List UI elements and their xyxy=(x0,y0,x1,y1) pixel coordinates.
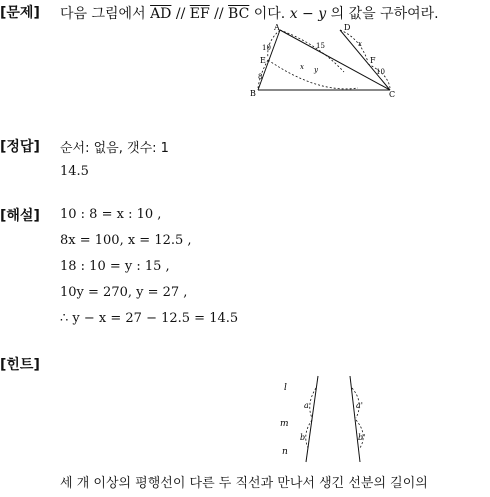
problem-text-suffix: 의 값을 구하여라. xyxy=(326,6,439,22)
answer-value: 14.5 xyxy=(60,164,89,179)
segment-ad: $\overline{AD}$ xyxy=(150,6,172,22)
solution-line-3: 18 : 10 = y : 15 , xyxy=(60,259,170,274)
problem-text-mid: 이다. xyxy=(249,6,286,22)
solution-line-5: ∴ y − x = 27 − 12.5 = 14.5 xyxy=(60,311,239,326)
parallel-sep-1: // xyxy=(171,6,190,22)
point-d: D xyxy=(344,23,351,32)
hint-label-b2: b' xyxy=(358,433,366,442)
hint-label: [힌트] xyxy=(0,357,40,373)
answer-label: [정답] xyxy=(0,139,40,155)
point-e: E xyxy=(260,56,266,65)
side-dc xyxy=(340,30,390,90)
hint-label-b: b xyxy=(300,433,306,442)
solution-line-1: 10 : 8 = x : 10 , xyxy=(60,207,162,222)
label-ae: 10 xyxy=(262,44,271,52)
problem-figure xyxy=(248,22,408,102)
segment-bc: $\overline{BC}$ xyxy=(228,6,250,22)
point-f: F xyxy=(370,56,376,65)
label-dx: x xyxy=(358,40,362,48)
label-y: y xyxy=(314,66,318,74)
parallel-sep-2: // xyxy=(209,6,229,22)
point-b: B xyxy=(250,89,256,98)
brace-15 xyxy=(280,30,344,72)
hint-label-a: a xyxy=(304,401,309,410)
label-x: x xyxy=(300,63,304,71)
problem-expr: x − y xyxy=(289,6,327,22)
point-a: A xyxy=(274,23,280,32)
solution-label: [해설] xyxy=(0,208,40,224)
label-eb: 8 xyxy=(258,73,263,81)
solution-line-4: 10y = 270, y = 27 , xyxy=(60,285,188,300)
hint-label-n: n xyxy=(282,447,288,457)
problem-text-prefix: 다음 그림에서 xyxy=(60,6,146,22)
segment-ef: $\overline{EF}$ xyxy=(189,6,210,22)
hint-label-l: l xyxy=(284,383,287,393)
brace-y xyxy=(268,60,358,89)
solution-line-2: 8x = 100, x = 12.5 , xyxy=(60,233,192,248)
hint-label-a2: a' xyxy=(356,401,363,410)
hint-line-2 xyxy=(350,376,360,462)
hint-line-1 xyxy=(306,376,318,462)
problem-statement xyxy=(60,3,439,23)
label-10: 10 xyxy=(376,68,385,76)
hint-label-m: m xyxy=(280,419,289,429)
answer-meta: 순서: 없음, 갯수: 1 xyxy=(60,141,169,156)
hint-figure xyxy=(276,372,386,468)
hint-text: 세 개 이상의 평행선이 다른 두 직선과 만나서 생긴 선분의 길이의 xyxy=(60,476,428,491)
problem-label: [문제] xyxy=(0,5,40,21)
label-15: 15 xyxy=(316,42,325,50)
point-c: C xyxy=(389,90,396,99)
